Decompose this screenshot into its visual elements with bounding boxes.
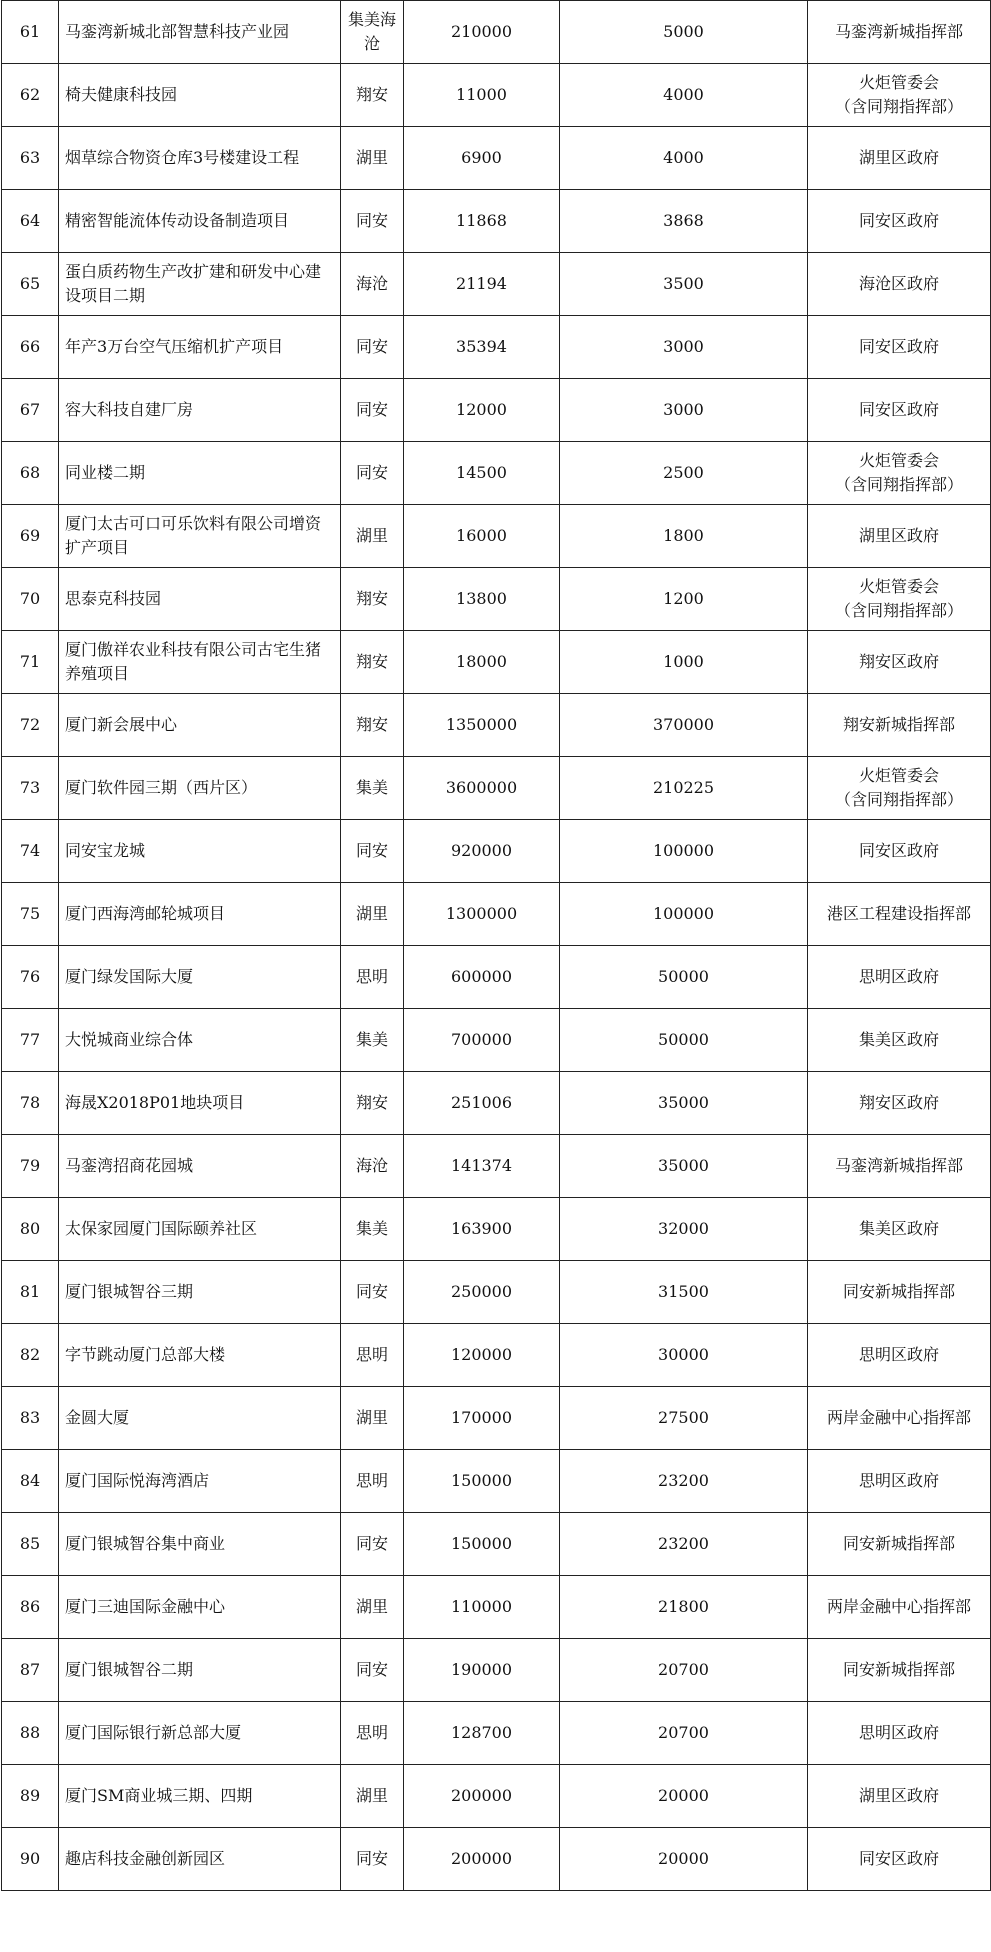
responsible-unit-line: 翔安区政府 (858, 1093, 939, 1112)
total-investment-cell: 16000 (404, 505, 560, 568)
responsible-unit-line: 马銮湾新城指挥部 (834, 22, 963, 41)
project-name-cell: 蛋白质药物生产改扩建和研发中心建设项目二期 (59, 253, 341, 316)
project-name-cell: 厦门国际悦海湾酒店 (59, 1450, 341, 1513)
district-cell: 湖里 (341, 127, 404, 190)
total-investment-cell: 120000 (404, 1324, 560, 1387)
row-number-cell: 85 (2, 1513, 59, 1576)
responsible-unit-line: 翔安区政府 (858, 652, 939, 671)
annual-investment-cell: 1000 (560, 631, 808, 694)
row-number-cell: 90 (2, 1828, 59, 1891)
total-investment-cell: 110000 (404, 1576, 560, 1639)
table-row (2, 1261, 991, 1324)
total-investment-cell: 190000 (404, 1639, 560, 1702)
row-number-cell: 64 (2, 190, 59, 253)
responsible-unit-cell (808, 190, 991, 253)
row-number-cell: 75 (2, 883, 59, 946)
district-cell: 集美海沧 (341, 1, 404, 64)
responsible-unit-line: 海沧区政府 (858, 274, 939, 293)
project-name-cell: 大悦城商业综合体 (59, 1009, 341, 1072)
table-row (2, 1135, 991, 1198)
row-number-cell: 86 (2, 1576, 59, 1639)
district-cell: 翔安 (341, 1072, 404, 1135)
total-investment-cell: 128700 (404, 1702, 560, 1765)
responsible-unit-cell (808, 1639, 991, 1702)
project-name-cell: 厦门三迪国际金融中心 (59, 1576, 341, 1639)
responsible-unit-cell (808, 1576, 991, 1639)
project-name-cell: 海晟X2018P01地块项目 (59, 1072, 341, 1135)
project-table (1, 0, 991, 1891)
table-row (2, 64, 991, 127)
project-name-cell: 马銮湾新城北部智慧科技产业园 (59, 1, 341, 64)
responsible-unit-cell (808, 757, 991, 820)
row-number-cell: 87 (2, 1639, 59, 1702)
annual-investment-cell: 3000 (560, 379, 808, 442)
row-number-cell: 82 (2, 1324, 59, 1387)
row-number-cell: 72 (2, 694, 59, 757)
district-cell: 翔安 (341, 64, 404, 127)
annual-investment-cell: 1200 (560, 568, 808, 631)
row-number-cell: 71 (2, 631, 59, 694)
total-investment-cell: 700000 (404, 1009, 560, 1072)
total-investment-cell: 250000 (404, 1261, 560, 1324)
total-investment-cell: 1300000 (404, 883, 560, 946)
project-name-cell: 烟草综合物资仓库3号楼建设工程 (59, 127, 341, 190)
row-number-cell: 70 (2, 568, 59, 631)
row-number-cell: 65 (2, 253, 59, 316)
annual-investment-cell: 30000 (560, 1324, 808, 1387)
project-name-cell: 厦门银城智谷集中商业 (59, 1513, 341, 1576)
row-number-cell: 76 (2, 946, 59, 1009)
project-name-cell: 容大科技自建厂房 (59, 379, 341, 442)
annual-investment-cell: 23200 (560, 1513, 808, 1576)
responsible-unit-cell (808, 1765, 991, 1828)
responsible-unit-cell (808, 127, 991, 190)
project-name-cell: 厦门SM商业城三期、四期 (59, 1765, 341, 1828)
district-cell: 湖里 (341, 1387, 404, 1450)
table-row (2, 1702, 991, 1765)
row-number-cell: 79 (2, 1135, 59, 1198)
table-row (2, 1765, 991, 1828)
total-investment-cell: 141374 (404, 1135, 560, 1198)
project-name-cell: 趣店科技金融创新园区 (59, 1828, 341, 1891)
responsible-unit-line: 火炬管委会 (858, 766, 939, 785)
table-row (2, 757, 991, 820)
table-row (2, 1072, 991, 1135)
annual-investment-cell: 23200 (560, 1450, 808, 1513)
table-row (2, 631, 991, 694)
project-name-cell: 年产3万台空气压缩机扩产项目 (59, 316, 341, 379)
row-number-cell: 89 (2, 1765, 59, 1828)
row-number-cell: 73 (2, 757, 59, 820)
responsible-unit-line: 同安区政府 (858, 400, 939, 419)
responsible-unit-line: 同安新城指挥部 (842, 1660, 955, 1679)
row-number-cell: 83 (2, 1387, 59, 1450)
row-number-cell: 88 (2, 1702, 59, 1765)
table-row (2, 1639, 991, 1702)
project-name-cell: 思泰克科技园 (59, 568, 341, 631)
responsible-unit-cell (808, 253, 991, 316)
responsible-unit-line: 翔安新城指挥部 (842, 715, 955, 734)
annual-investment-cell: 370000 (560, 694, 808, 757)
responsible-unit-cell (808, 568, 991, 631)
annual-investment-cell: 20000 (560, 1765, 808, 1828)
project-table-body (2, 1, 991, 1891)
district-cell: 思明 (341, 946, 404, 1009)
total-investment-cell: 150000 (404, 1513, 560, 1576)
district-cell: 思明 (341, 1702, 404, 1765)
responsible-unit-cell (808, 946, 991, 1009)
annual-investment-cell: 100000 (560, 820, 808, 883)
total-investment-cell: 3600000 (404, 757, 560, 820)
annual-investment-cell: 35000 (560, 1135, 808, 1198)
responsible-unit-cell (808, 1009, 991, 1072)
responsible-unit-line: 两岸金融中心指挥部 (826, 1597, 971, 1616)
project-name-cell: 厦门新会展中心 (59, 694, 341, 757)
annual-investment-cell: 100000 (560, 883, 808, 946)
table-row (2, 316, 991, 379)
responsible-unit-cell (808, 1387, 991, 1450)
responsible-unit-cell (808, 442, 991, 505)
annual-investment-cell: 20700 (560, 1702, 808, 1765)
district-cell: 同安 (341, 442, 404, 505)
annual-investment-cell: 50000 (560, 1009, 808, 1072)
district-cell: 海沧 (341, 1135, 404, 1198)
project-name-cell: 精密智能流体传动设备制造项目 (59, 190, 341, 253)
row-number-cell: 78 (2, 1072, 59, 1135)
annual-investment-cell: 32000 (560, 1198, 808, 1261)
responsible-unit-line: 集美区政府 (858, 1219, 939, 1238)
project-name-cell: 同业楼二期 (59, 442, 341, 505)
project-name-cell: 厦门国际银行新总部大厦 (59, 1702, 341, 1765)
total-investment-cell: 170000 (404, 1387, 560, 1450)
project-name-cell: 同安宝龙城 (59, 820, 341, 883)
project-name-cell: 马銮湾招商花园城 (59, 1135, 341, 1198)
project-name-cell: 字节跳动厦门总部大楼 (59, 1324, 341, 1387)
row-number-cell: 67 (2, 379, 59, 442)
responsible-unit-line: 同安新城指挥部 (842, 1282, 955, 1301)
table-row (2, 1576, 991, 1639)
responsible-unit-line: 思明区政府 (858, 967, 939, 986)
table-row (2, 1450, 991, 1513)
district-cell: 翔安 (341, 568, 404, 631)
annual-investment-cell: 5000 (560, 1, 808, 64)
row-number-cell: 66 (2, 316, 59, 379)
total-investment-cell: 200000 (404, 1765, 560, 1828)
responsible-unit-line: （含同翔指挥部） (834, 97, 963, 116)
total-investment-cell: 1350000 (404, 694, 560, 757)
total-investment-cell: 18000 (404, 631, 560, 694)
responsible-unit-cell (808, 1828, 991, 1891)
responsible-unit-cell (808, 1513, 991, 1576)
responsible-unit-cell (808, 505, 991, 568)
district-cell: 同安 (341, 820, 404, 883)
total-investment-cell: 21194 (404, 253, 560, 316)
project-name-cell: 厦门软件园三期（西片区） (59, 757, 341, 820)
annual-investment-cell: 4000 (560, 64, 808, 127)
responsible-unit-cell (808, 694, 991, 757)
responsible-unit-line: 港区工程建设指挥部 (826, 904, 971, 923)
total-investment-cell: 11868 (404, 190, 560, 253)
responsible-unit-cell (808, 1261, 991, 1324)
row-number-cell: 84 (2, 1450, 59, 1513)
district-cell: 思明 (341, 1450, 404, 1513)
responsible-unit-cell (808, 1072, 991, 1135)
responsible-unit-cell (808, 883, 991, 946)
annual-investment-cell: 20700 (560, 1639, 808, 1702)
table-row (2, 820, 991, 883)
district-cell: 湖里 (341, 505, 404, 568)
total-investment-cell: 920000 (404, 820, 560, 883)
district-cell: 同安 (341, 190, 404, 253)
total-investment-cell: 150000 (404, 1450, 560, 1513)
row-number-cell: 68 (2, 442, 59, 505)
responsible-unit-cell (808, 1702, 991, 1765)
project-name-cell: 厦门西海湾邮轮城项目 (59, 883, 341, 946)
district-cell: 集美 (341, 1009, 404, 1072)
table-row (2, 946, 991, 1009)
row-number-cell: 77 (2, 1009, 59, 1072)
responsible-unit-cell (808, 316, 991, 379)
project-name-cell: 厦门绿发国际大厦 (59, 946, 341, 1009)
annual-investment-cell: 4000 (560, 127, 808, 190)
district-cell: 海沧 (341, 253, 404, 316)
table-row (2, 253, 991, 316)
total-investment-cell: 600000 (404, 946, 560, 1009)
responsible-unit-line: 火炬管委会 (858, 451, 939, 470)
row-number-cell: 80 (2, 1198, 59, 1261)
row-number-cell: 62 (2, 64, 59, 127)
district-cell: 同安 (341, 1513, 404, 1576)
annual-investment-cell: 31500 (560, 1261, 808, 1324)
district-cell: 湖里 (341, 1576, 404, 1639)
annual-investment-cell: 3500 (560, 253, 808, 316)
responsible-unit-line: （含同翔指挥部） (834, 475, 963, 494)
district-cell: 同安 (341, 1639, 404, 1702)
table-row (2, 883, 991, 946)
row-number-cell: 74 (2, 820, 59, 883)
responsible-unit-line: （含同翔指挥部） (834, 601, 963, 620)
district-cell: 集美 (341, 1198, 404, 1261)
district-cell: 翔安 (341, 631, 404, 694)
table-row (2, 694, 991, 757)
responsible-unit-cell (808, 64, 991, 127)
responsible-unit-line: 同安新城指挥部 (842, 1534, 955, 1553)
responsible-unit-line: 同安区政府 (858, 337, 939, 356)
district-cell: 集美 (341, 757, 404, 820)
total-investment-cell: 13800 (404, 568, 560, 631)
table-row (2, 1009, 991, 1072)
project-name-cell: 椅夫健康科技园 (59, 64, 341, 127)
responsible-unit-cell (808, 1324, 991, 1387)
responsible-unit-line: 思明区政府 (858, 1345, 939, 1364)
district-cell: 思明 (341, 1324, 404, 1387)
responsible-unit-line: 火炬管委会 (858, 73, 939, 92)
annual-investment-cell: 50000 (560, 946, 808, 1009)
responsible-unit-line: 同安区政府 (858, 1849, 939, 1868)
total-investment-cell: 163900 (404, 1198, 560, 1261)
table-row (2, 190, 991, 253)
responsible-unit-line: 湖里区政府 (858, 526, 939, 545)
row-number-cell: 63 (2, 127, 59, 190)
project-name-cell: 厦门银城智谷三期 (59, 1261, 341, 1324)
district-cell: 同安 (341, 316, 404, 379)
responsible-unit-line: 火炬管委会 (858, 577, 939, 596)
total-investment-cell: 210000 (404, 1, 560, 64)
responsible-unit-cell (808, 820, 991, 883)
row-number-cell: 61 (2, 1, 59, 64)
table-row (2, 1513, 991, 1576)
responsible-unit-line: （含同翔指挥部） (834, 790, 963, 809)
annual-investment-cell: 35000 (560, 1072, 808, 1135)
total-investment-cell: 14500 (404, 442, 560, 505)
table-row (2, 505, 991, 568)
table-row (2, 568, 991, 631)
responsible-unit-cell (808, 631, 991, 694)
responsible-unit-cell (808, 1450, 991, 1513)
table-row (2, 1828, 991, 1891)
total-investment-cell: 251006 (404, 1072, 560, 1135)
annual-investment-cell: 21800 (560, 1576, 808, 1639)
responsible-unit-line: 湖里区政府 (858, 1786, 939, 1805)
responsible-unit-cell (808, 1198, 991, 1261)
annual-investment-cell: 2500 (560, 442, 808, 505)
district-cell: 湖里 (341, 883, 404, 946)
table-row (2, 1198, 991, 1261)
responsible-unit-line: 湖里区政府 (858, 148, 939, 167)
annual-investment-cell: 1800 (560, 505, 808, 568)
total-investment-cell: 6900 (404, 127, 560, 190)
row-number-cell: 81 (2, 1261, 59, 1324)
total-investment-cell: 12000 (404, 379, 560, 442)
project-name-cell: 厦门傲祥农业科技有限公司古宅生猪养殖项目 (59, 631, 341, 694)
responsible-unit-cell (808, 1135, 991, 1198)
district-cell: 湖里 (341, 1765, 404, 1828)
responsible-unit-line: 思明区政府 (858, 1723, 939, 1742)
table-row (2, 127, 991, 190)
district-cell: 同安 (341, 1828, 404, 1891)
table-row (2, 1324, 991, 1387)
responsible-unit-line: 同安区政府 (858, 841, 939, 860)
project-name-cell: 厦门银城智谷二期 (59, 1639, 341, 1702)
responsible-unit-line: 两岸金融中心指挥部 (826, 1408, 971, 1427)
total-investment-cell: 35394 (404, 316, 560, 379)
row-number-cell: 69 (2, 505, 59, 568)
table-row (2, 442, 991, 505)
responsible-unit-line: 思明区政府 (858, 1471, 939, 1490)
annual-investment-cell: 20000 (560, 1828, 808, 1891)
responsible-unit-line: 同安区政府 (858, 211, 939, 230)
annual-investment-cell: 210225 (560, 757, 808, 820)
district-cell: 翔安 (341, 694, 404, 757)
annual-investment-cell: 3000 (560, 316, 808, 379)
total-investment-cell: 11000 (404, 64, 560, 127)
responsible-unit-cell (808, 379, 991, 442)
annual-investment-cell: 27500 (560, 1387, 808, 1450)
responsible-unit-line: 集美区政府 (858, 1030, 939, 1049)
district-cell: 同安 (341, 379, 404, 442)
project-name-cell: 太保家园厦门国际颐养社区 (59, 1198, 341, 1261)
table-row (2, 1387, 991, 1450)
responsible-unit-line: 马銮湾新城指挥部 (834, 1156, 963, 1175)
table-row (2, 1, 991, 64)
table-row (2, 379, 991, 442)
project-name-cell: 厦门太古可口可乐饮料有限公司增资扩产项目 (59, 505, 341, 568)
district-cell: 同安 (341, 1261, 404, 1324)
project-name-cell: 金圆大厦 (59, 1387, 341, 1450)
annual-investment-cell: 3868 (560, 190, 808, 253)
total-investment-cell: 200000 (404, 1828, 560, 1891)
responsible-unit-cell (808, 1, 991, 64)
